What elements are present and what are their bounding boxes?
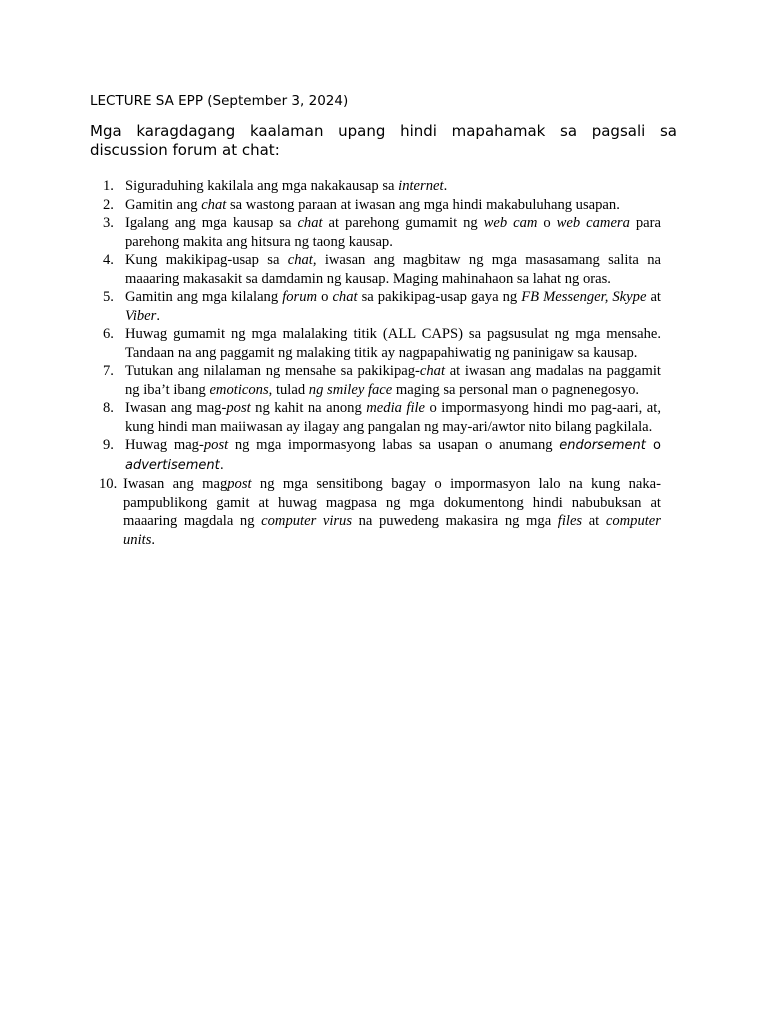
list-item: [103, 436, 661, 475]
text-run: .: [219, 457, 224, 473]
item-text: [123, 475, 661, 549]
italic-term: media file: [366, 400, 426, 416]
italic-term: advertisement: [125, 457, 220, 473]
italic-term: endorsement: [559, 438, 646, 453]
text-run: Tutukan ang nilalaman ng mensahe sa pakikipag-: [125, 363, 420, 379]
text-run: Gamitin ang: [125, 196, 202, 213]
text-run: Igalang ang mga kausap sa: [125, 215, 298, 231]
italic-term: web cam: [483, 215, 538, 231]
text-run: para parehong makita ang hitsura ng taong kausap.: [125, 215, 661, 250]
text-run: Gamitin ang mga kilalang: [125, 289, 283, 305]
italic-term: chat: [201, 196, 227, 213]
item-text: [125, 436, 661, 475]
item-text: [125, 251, 661, 288]
item-number: 2.: [103, 196, 114, 213]
list-item: [103, 177, 661, 196]
text-run: .: [151, 531, 156, 548]
text-run: sa wastong paraan at iwasan ang mga hindi makabuluhang usapan.: [226, 196, 620, 213]
list-item: [103, 214, 661, 251]
italic-term: computer units: [123, 513, 661, 548]
list-item: [103, 325, 661, 362]
text-run: o: [317, 289, 333, 305]
item-number: 3.: [103, 215, 114, 231]
item-text: [125, 325, 661, 362]
intro-paragraph: Mga karagdagang kaalaman upang hindi mapahamak sa pagsali sa discussion forum at chat:: [90, 122, 677, 159]
italic-term: internet: [398, 178, 444, 194]
text-run: sa pakikipag-usap gaya ng: [357, 289, 522, 305]
text-run: ng mga impormasyong labas sa usapan o anumang: [228, 437, 560, 453]
italic-term: post: [203, 437, 229, 453]
text-run: .: [156, 307, 160, 324]
text-run: at parehong gumamit ng: [322, 215, 484, 231]
text-run: ng mga sensitibong bagay o impormasyon lalo na kung naka-pampublikong gamit at huwag magpasa ng mga dokumentong hindi nabubuksan at maaaring magdala ng: [123, 476, 662, 529]
italic-term: chat: [332, 289, 358, 305]
item-text: [125, 196, 661, 215]
italic-term: FB Messenger, Skype: [521, 289, 647, 305]
text-run: o: [645, 438, 661, 453]
text-run: at iwasan ang madalas na paggamit ng iba’t ibang: [125, 363, 661, 398]
list-item: [103, 399, 661, 436]
list-item: [103, 196, 661, 215]
item-number: 10.: [99, 476, 118, 492]
italic-term: Viber: [125, 307, 157, 324]
italic-term: post: [226, 400, 251, 416]
text-run: na puwedeng makasira ng mga: [352, 513, 558, 529]
text-run: at: [582, 513, 606, 529]
item-text: [125, 214, 661, 251]
list-item: [103, 362, 661, 399]
text-run: , iwasan ang magbitaw ng mga masasamang salita na maaaring makasakit sa damdamin ng kausap. Maging mahinahaon sa lahat ng oras.: [125, 252, 661, 287]
italic-term: computer virus: [261, 513, 353, 529]
italic-term: emoticons: [209, 381, 269, 398]
text-run: Huwag gumamit ng mga malalaking titik (ALL CAPS) sa pagsusulat ng mga mensahe. Tandaan na ang paggamit ng malaking titik ay nagpapahiwatig ng paninigaw sa kausap.: [125, 326, 661, 361]
list-item: [103, 288, 661, 325]
text-run: Iwasan ang mag: [123, 476, 228, 492]
item-number: 5.: [103, 289, 114, 305]
text-run: .: [443, 178, 448, 194]
item-number: 1.: [103, 178, 114, 194]
italic-term: chat: [419, 363, 446, 379]
item-number: 8.: [103, 400, 114, 416]
italic-term: web camera: [556, 215, 630, 231]
item-number: 4.: [103, 252, 114, 268]
item-text: [125, 399, 661, 436]
list-item: [103, 251, 661, 288]
text-run: Iwasan ang mag-: [125, 400, 227, 416]
item-number: 6.: [103, 326, 114, 342]
text-run: maging sa personal man o pagnenegosyo.: [392, 381, 640, 398]
item-number: 7.: [103, 363, 114, 379]
text-run: Siguraduhing kakilala ang mga nakakausap sa: [125, 178, 399, 194]
text-run: at: [646, 289, 661, 305]
item-text: [125, 288, 661, 325]
text-run: ng kahit na anong: [250, 400, 367, 416]
item-text: [125, 362, 661, 399]
text-run: o impormasyong hindi mo pag-aari, at, kung hindi man maiiwasan ay ilagay ang pangalan ng may-ari/awtor nito bilang pagkilala.: [125, 400, 661, 435]
list-item: [99, 475, 662, 549]
text-run: , tulad: [268, 381, 309, 398]
guidelines-list: [99, 177, 662, 549]
text-run: Kung makikipag-usap sa: [125, 252, 288, 268]
item-text: [125, 177, 661, 196]
text-run: o: [537, 215, 557, 231]
italic-term: files: [557, 513, 583, 529]
lecture-heading: LECTURE SA EPP (September 3, 2024): [90, 93, 349, 109]
italic-term: post: [227, 476, 252, 492]
italic-term: ng smiley face: [308, 381, 393, 398]
item-number: 9.: [103, 437, 114, 453]
italic-term: forum: [282, 289, 318, 305]
italic-term: chat: [297, 215, 323, 231]
text-run: Huwag mag-: [125, 437, 204, 453]
italic-term: chat: [287, 252, 313, 268]
